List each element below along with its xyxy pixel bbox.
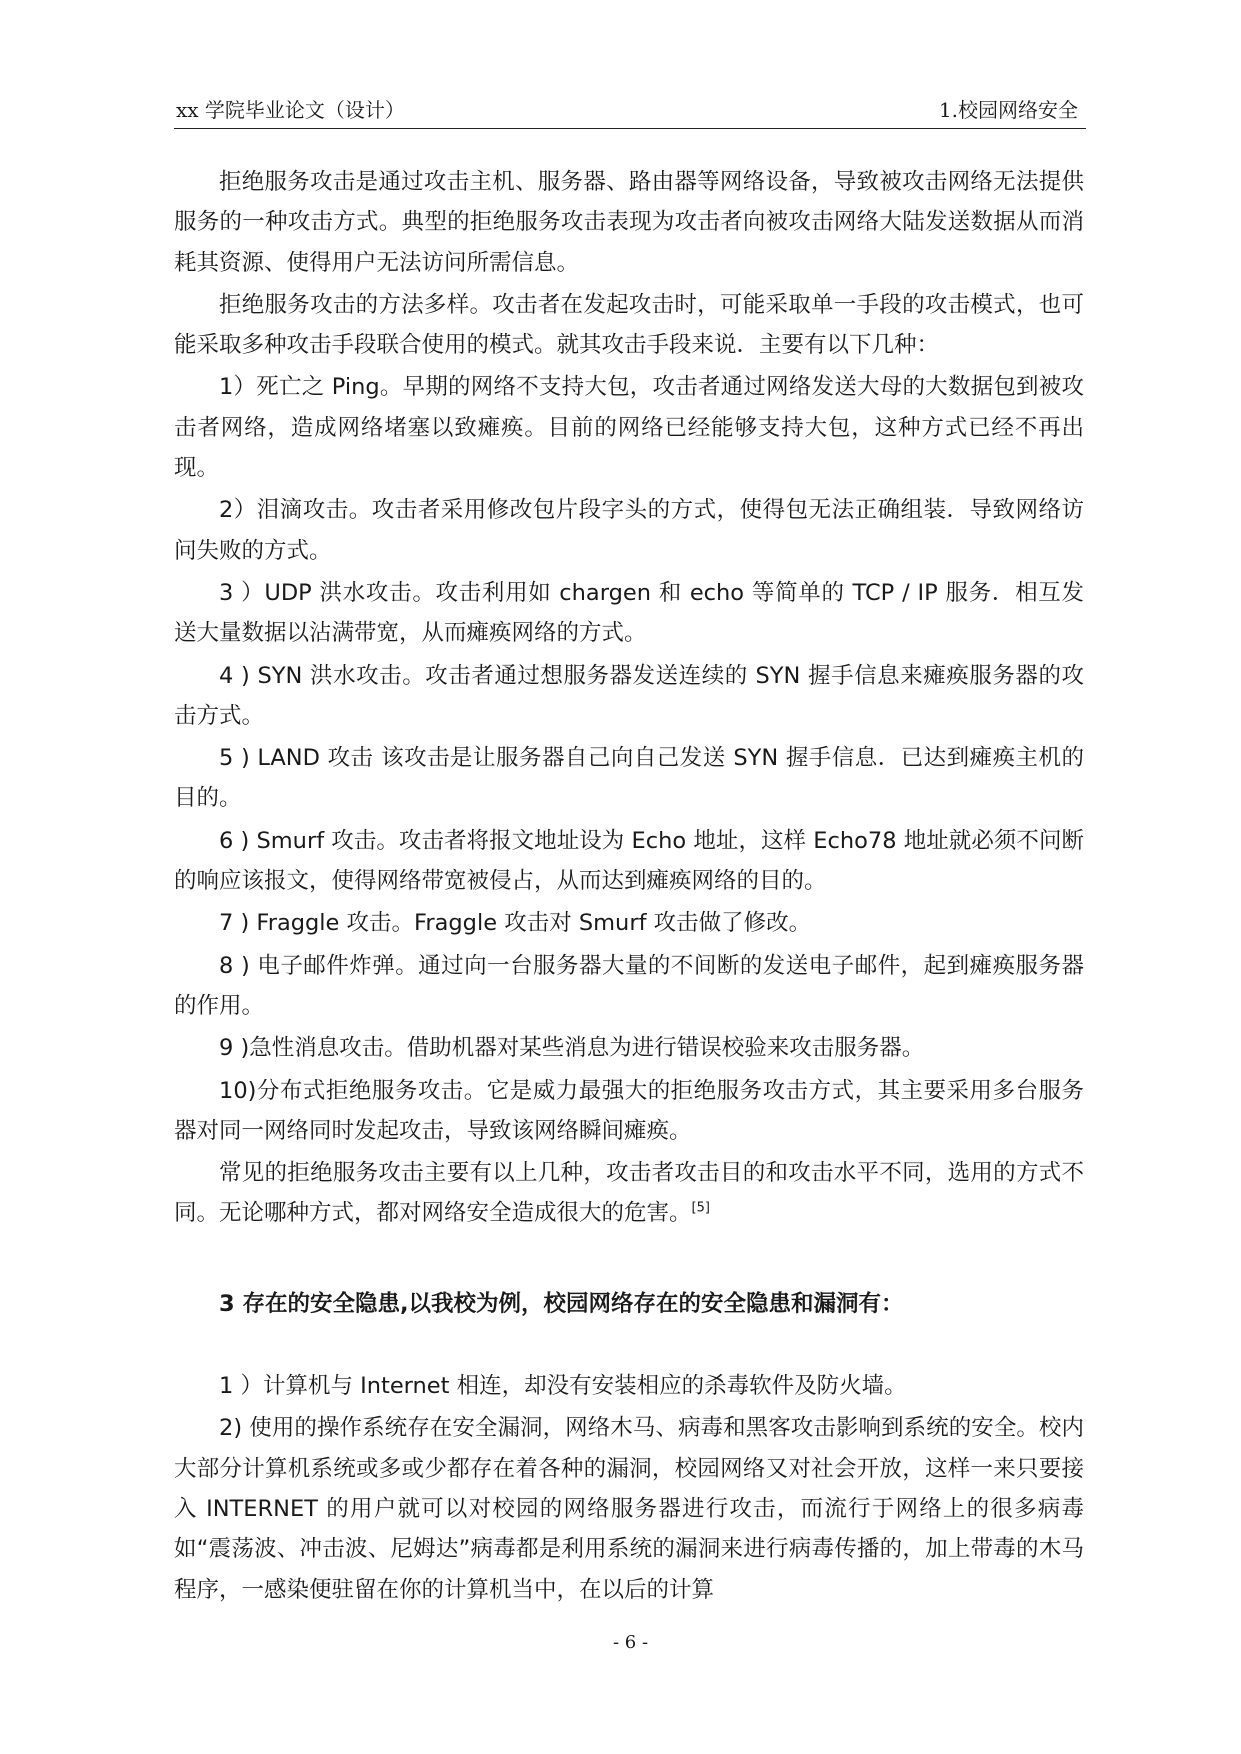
paragraph: 拒绝服务攻击是通过攻击主机、服务器、路由器等网络设备，导致被攻击网络无法提供服务的一种攻击方式。典型的拒绝服务攻击表现为攻击者向被攻击网络大陆发送数据从而消耗其资源、使得用户无法访问所需信息。 — [174, 169, 1084, 276]
header-thesis-title: xx 学院毕业论文（设计） — [176, 98, 405, 122]
list-item: 1）死亡之 Ping。早期的网络不支持大包，攻击者通过网络发送大母的大数据包到被攻击者网络，造成网络堵塞以致瘫痪。目前的网络已经能够支持大包，这种方式已经不再出现。 — [174, 374, 1084, 482]
list-item: 7 ) Fraggle 攻击。Fraggle 攻击对 Smurf 攻击做了修改。 — [219, 910, 812, 937]
closing-paragraph-text: 常见的拒绝服务攻击主要有以上几种，攻击者攻击目的和攻击水平不同，选用的方式不同。无论哪种方式，都对网络安全造成很大的危害。 — [174, 1160, 1084, 1227]
running-header — [174, 96, 1086, 129]
list-item: 2) 使用的操作系统存在安全漏洞，网络木马、病毒和黑客攻击影响到系统的安全。校内大部分计算机系统或多或少都存在着各种的漏洞，校园网络又对社会开放，这样一来只要接入 INTERNET 的用户就可以对校园的网络服务器进行攻击，而流行于网络上的很多病毒如“震荡波、冲击波、尼姆达”病毒都是利用系统的漏洞来进行病毒传播的，加上带毒的木马程序，一感染便驻留在你的计算机当中，在以后的计算 — [174, 1415, 1084, 1603]
list-item: 8 ) 电子邮件炸弹。通过向一台服务器大量的不间断的发送电子邮件，起到瘫痪服务器的作用。 — [174, 952, 1084, 1019]
paragraph: 拒绝服务攻击的方法多样。攻击者在发起攻击时，可能采取单一手段的攻击模式，也可能采取多种攻击手段联合使用的模式。就其攻击手段来说．主要有以下几种： — [174, 291, 1084, 359]
list-item: 3 ）UDP 洪水攻击。攻击利用如 chargen 和 echo 等简单的 TCP / IP 服务．相互发送大量数据以沾满带宽，从而瘫痪网络的方式。 — [174, 579, 1084, 647]
section-heading: 3 存在的安全隐患,以我校为例，校园网络存在的安全隐患和漏洞有： — [219, 1290, 904, 1317]
list-item: 6 ) Smurf 攻击。攻击者将报文地址设为 Echo 地址，这样 Echo78 地址就必须不问断的响应该报文，使得网络带宽被侵占，从而达到瘫痪网络的目的。 — [174, 827, 1084, 895]
closing-paragraph — [174, 1153, 1084, 1234]
citation-reference: [5] — [691, 1200, 710, 1216]
list-item: 4 ) SYN 洪水攻击。攻击者通过想服务器发送连续的 SYN 握手信息来瘫痪服务器的攻击方式。 — [174, 662, 1084, 729]
list-item: 5 ) LAND 攻击 该攻击是让服务器自己向自己发送 SYN 握手信息．已达到瘫痪主机的目的。 — [174, 745, 1084, 812]
page-body — [174, 162, 1084, 1612]
header-chapter-title: 1.校园网络安全 — [938, 98, 1078, 122]
page-number: - 6 - — [612, 1632, 649, 1653]
list-item: 9 )急性消息攻击。借助机器对某些消息为进行错误校验来攻击服务器。 — [219, 1035, 925, 1062]
list-item: 1 ）计算机与 Internet 相连，却没有安装相应的杀毒软件及防火墙。 — [219, 1373, 907, 1400]
list-item: 2）泪滴攻击。攻击者采用修改包片段字头的方式，使得包无法正确组装．导致网络访问失败的方式。 — [174, 497, 1084, 564]
list-item: 10)分布式拒绝服务攻击。它是威力最强大的拒绝服务攻击方式，其主要采用多台服务器对同一网络同时发起攻击，导致该网络瞬间瘫痪。 — [174, 1077, 1084, 1144]
